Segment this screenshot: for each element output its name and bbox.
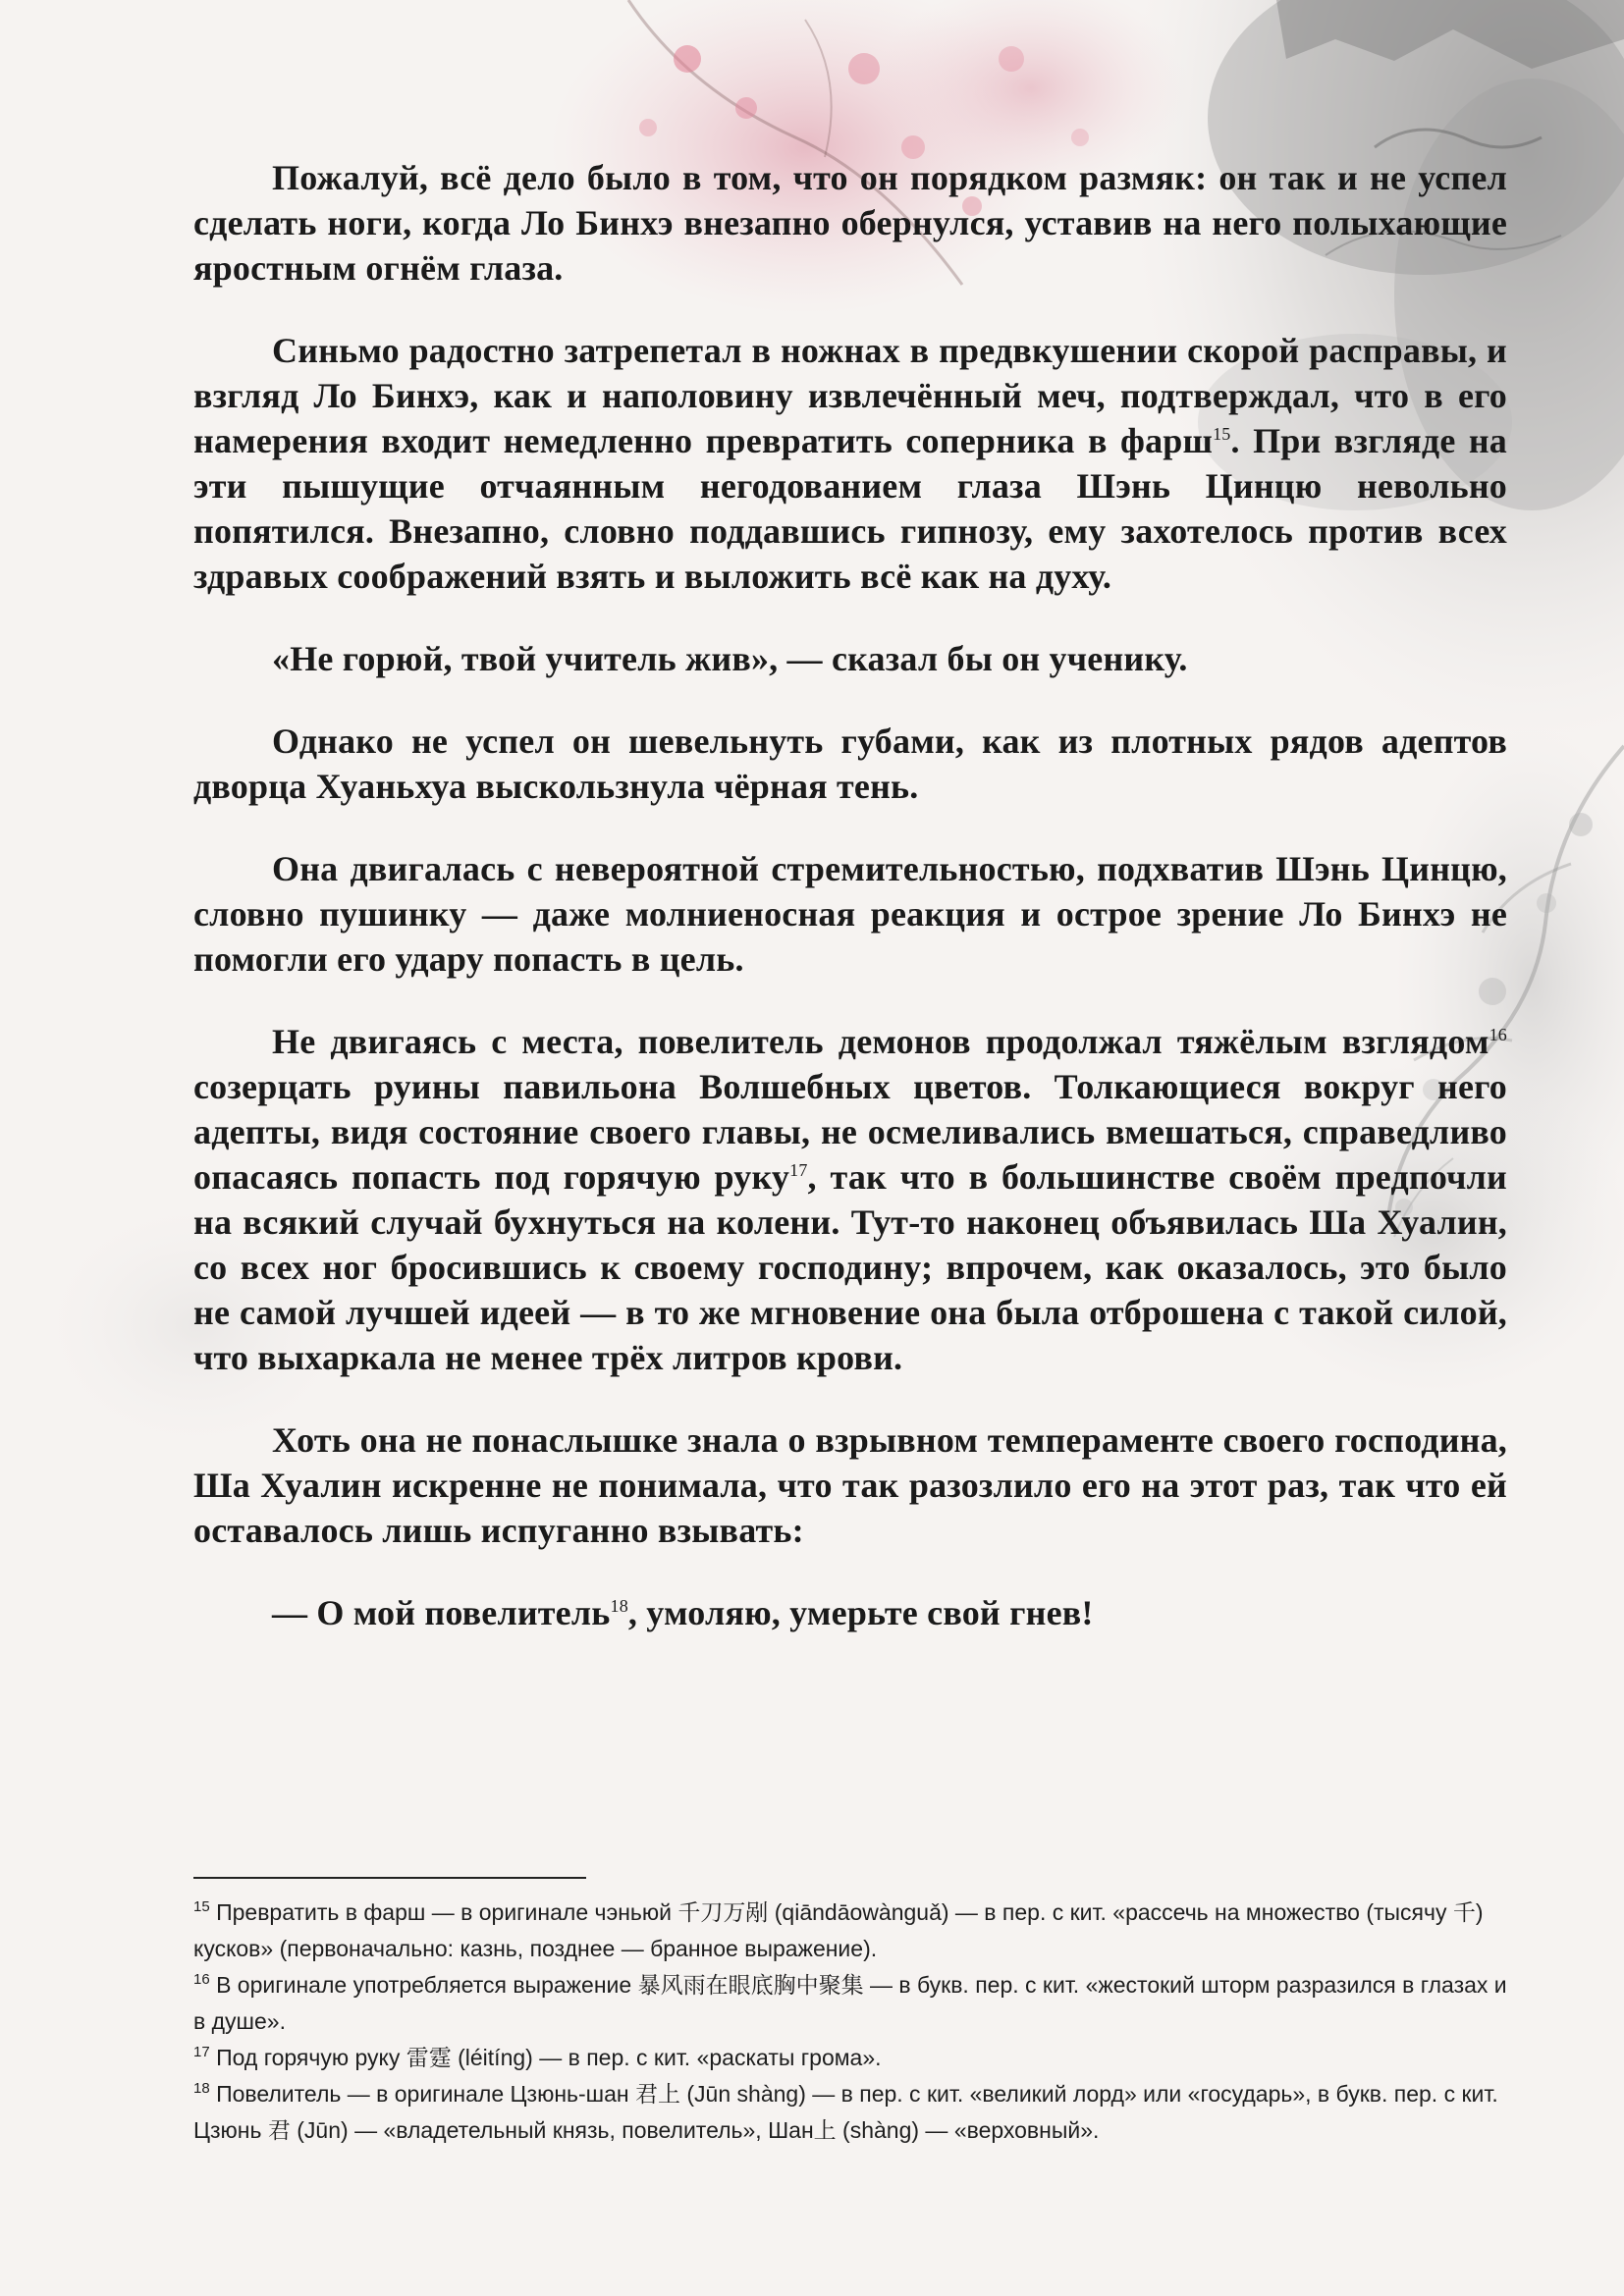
paragraph-text: «Не горюй, твой учитель жив», — сказал бы он ученику. — [272, 639, 1188, 678]
paragraph-text: . При взгляде на эти пышущие отчаянным негодованием глаза Шэнь Цинцю невольно попятился. Внезапно, словно поддавшись гипнозу, ему захотелось против всех здравых соображений взять и выложить всё как на духу. — [193, 421, 1508, 596]
footnote-number: 16 — [193, 1971, 210, 1988]
paragraph-7 — [193, 1417, 1507, 1553]
main-text — [193, 155, 1507, 1673]
footnote-15 — [193, 1895, 1509, 1967]
paragraph-2 — [193, 328, 1507, 599]
paragraph-5 — [193, 846, 1507, 982]
paragraph-text: , так что в большинстве своём предпочли на всякий случай бухнуться на колени. Тут-то наконец объявилась Ша Хуалин, со всех ног бросившись к своему господину; впрочем, как оказалось, это было не самой лучшей идеей — в то же мгновение она была отброшена с такой силой, что выхаркала не менее трёх литров крови. — [193, 1157, 1507, 1377]
footnote-text: Повелитель — в оригинале Цзюнь-шан 君上 (Jūn shàng) — в пер. с кит. «великий лорд» или «государь», в букв. пер. с кит. Цзюнь 君 (Jūn) — «владетельный князь, повелитель», Шан上 (shàng) — «верховный». — [193, 2081, 1498, 2143]
paragraph-text: Однако не успел он шевельнуть губами, как из плотных рядов адептов дворца Хуаньхуа выскользнула чёрная тень. — [193, 721, 1507, 806]
footnote-17 — [193, 2040, 1509, 2076]
footnote-text: Превратить в фарш — в оригинале чэньюй 千刀万剐 (qiāndāowànguǎ) — в пер. с кит. «рассечь на множество (тысячу 千) кусков» (первоначально: казнь, позднее — бранное выражение). — [193, 1899, 1484, 1961]
footnote-16 — [193, 1967, 1509, 2040]
footnote-18 — [193, 2076, 1509, 2149]
footnote-ref-17[interactable]: 17 — [789, 1160, 808, 1180]
paragraph-text: Она двигалась с невероятной стремительностью, подхватив Шэнь Цинцю, словно пушинку — даже молниеносная реакция и острое зрение Ло Бинхэ не помогли его удару попасть в цель. — [193, 849, 1507, 979]
paragraph-4 — [193, 719, 1507, 809]
paragraph-text: , умоляю, умерьте свой гнев! — [627, 1593, 1094, 1632]
paragraph-6 — [193, 1019, 1507, 1380]
footnotes — [193, 1895, 1509, 2149]
footnote-ref-15[interactable]: 15 — [1213, 424, 1231, 444]
footnote-number: 15 — [193, 1898, 210, 1915]
footnote-ref-16[interactable]: 16 — [1489, 1025, 1507, 1044]
paragraph-text: Хоть она не понаслышке знала о взрывном темпераменте своего господина, Ша Хуалин искренне не понимала, что так разозлило его на этот раз, так что ей оставалось лишь испуганно взывать: — [193, 1420, 1507, 1550]
footnote-divider — [193, 1877, 586, 1879]
footnote-ref-18[interactable]: 18 — [610, 1596, 628, 1616]
footnote-number: 17 — [193, 2044, 210, 2060]
paragraph-text: Пожалуй, всё дело было в том, что он порядком размяк: он так и не успел сделать ноги, когда Ло Бинхэ внезапно обернулся, уставив на него полыхающие яростным огнём глаза. — [193, 158, 1507, 288]
paragraph-text: Не двигаясь с места, повелитель демонов продолжал тяжёлым взглядом — [272, 1022, 1489, 1061]
footnote-text: Под горячую руку 雷霆 (léitíng) — в пер. с кит. «раскаты грома». — [209, 2045, 882, 2070]
footnote-number: 18 — [193, 2080, 210, 2097]
paragraph-text: Синьмо радостно затрепетал в ножнах в предвкушении скорой расправы, и взгляд Ло Бинхэ, как и наполовину извлечённый меч, подтверждал, что в его намерения входит немедленно превратить соперника в фарш — [193, 331, 1507, 460]
paragraph-text: — О мой повелитель — [272, 1593, 611, 1632]
footnote-text: В оригинале употребляется выражение 暴风雨在眼底胸中聚集 — в букв. пер. с кит. «жестокий шторм разразился в глазах и в душе». — [193, 1972, 1507, 2034]
paragraph-1 — [193, 155, 1507, 291]
paragraph-text: созерцать руины павильона Волшебных цветов. Толкающиеся вокруг него адепты, видя состояние своего главы, не осмеливались вмешаться, справедливо опасаясь попасть под горячую руку — [193, 1067, 1507, 1197]
paragraph-8 — [193, 1590, 1507, 1635]
paragraph-3 — [193, 636, 1507, 681]
